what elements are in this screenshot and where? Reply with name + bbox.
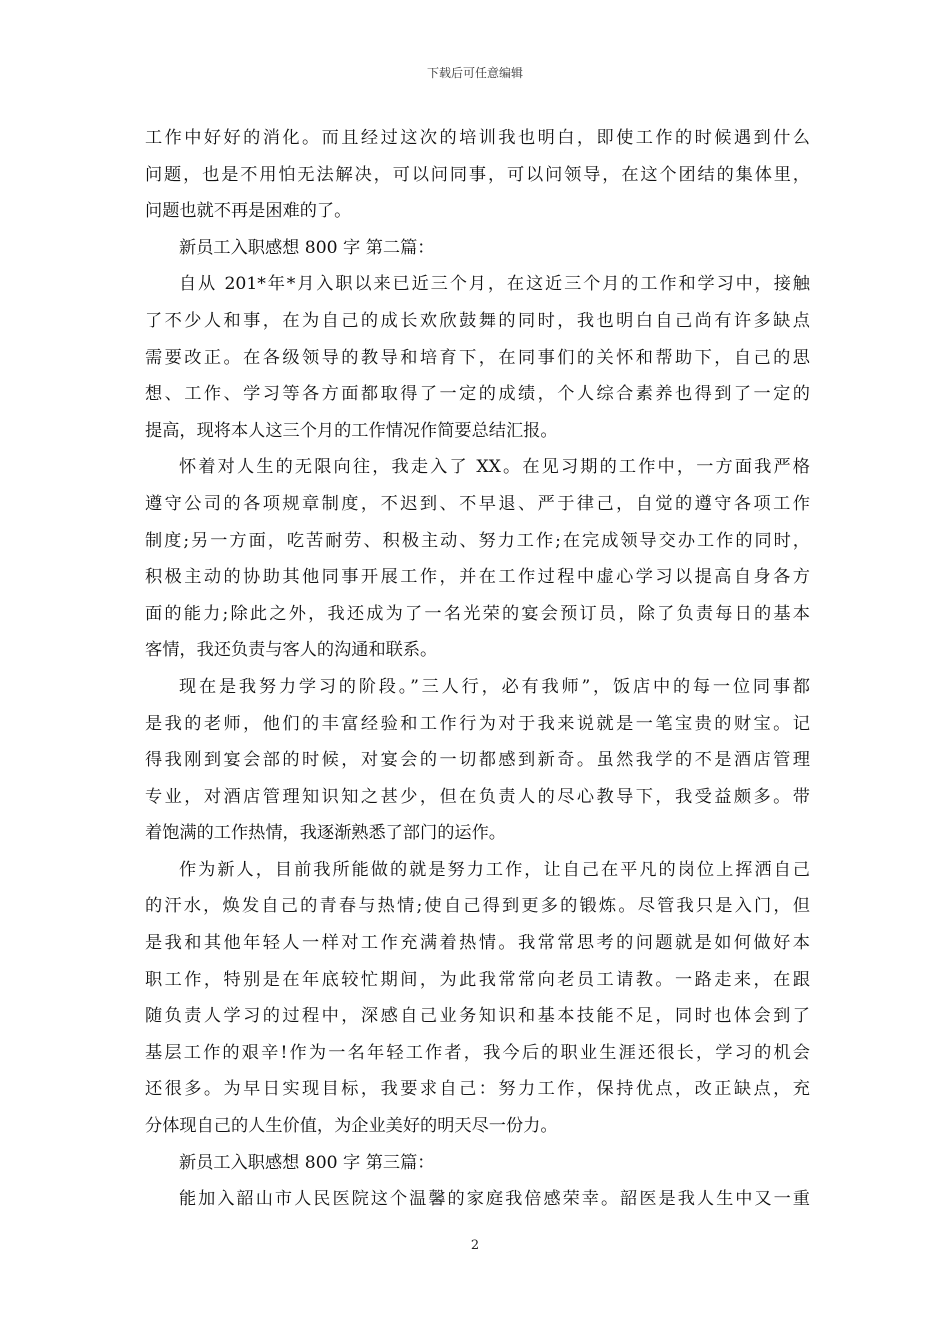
body-line: 得我刚到宴会部的时候，对宴会的一切都感到新奇。虽然我学的不是酒店管理 (145, 750, 810, 771)
paragraph-first-line: 能加入韶山市人民医院这个温馨的家庭我倍感荣幸。韶医是我人生中又一重 (179, 1189, 810, 1210)
paragraph-first-line: 现在是我努力学习的阶段。”三人行，必有我师”，饭店中的每一位同事都 (179, 676, 810, 697)
body-line: 职工作，特别是在年底较忙期间，为此我常常向老员工请教。一路走来，在跟 (145, 969, 810, 990)
body-line: 提高，现将本人这三个月的工作情况作简要总结汇报。 (145, 420, 558, 441)
paragraph-first-line: 作为新人，目前我所能做的就是努力工作，让自己在平凡的岗位上挥洒自己 (179, 859, 810, 880)
section-heading: 新员工入职感想 800 字 第二篇： (179, 237, 435, 258)
body-line: 面的能力;除此之外，我还成为了一名光荣的宴会预订员，除了负责每日的基本 (145, 603, 810, 624)
paragraph-first-line: 怀着对人生的无限向往，我走入了 XX。在见习期的工作中，一方面我严格 (179, 457, 810, 478)
body-line: 需要改正。在各级领导的教导和培育下，在同事们的关怀和帮助下，自己的思 (145, 347, 810, 368)
section-heading: 新员工入职感想 800 字 第三篇： (179, 1152, 435, 1173)
body-line: 随负责人学习的过程中，深感自己业务知识和基本技能不足，同时也体会到了 (145, 1006, 810, 1027)
page-number: 2 (470, 1238, 480, 1253)
body-line: 问题也就不再是困难的了。 (145, 201, 352, 222)
page-header: 下载后可任意编辑 (426, 66, 523, 80)
document-body (145, 120, 810, 1218)
body-line: 问题，也是不用怕无法解决，可以问同事，可以问领导，在这个团结的集体里， (145, 164, 810, 185)
body-line: 工作中好好的消化。而且经过这次的培训我也明白，即使工作的时候遇到什么 (145, 128, 810, 148)
body-line: 制度;另一方面，吃苦耐劳、积极主动、努力工作;在完成领导交办工作的同时， (145, 530, 810, 551)
body-line: 了不少人和事，在为自己的成长欢欣鼓舞的同时，我也明白自己尚有许多缺点 (145, 310, 810, 331)
body-line: 客情，我还负责与客人的沟通和联系。 (145, 640, 438, 661)
body-line: 想、工作、学习等各方面都取得了一定的成绩，个人综合素养也得到了一定的 (145, 384, 810, 405)
body-line: 的汗水，焕发自己的青春与热情;使自己得到更多的锻炼。尽管我只是入门，但 (145, 896, 810, 917)
paragraph-first-line: 自从 201*年*月入职以来已近三个月，在这近三个月的工作和学习中，接触 (179, 274, 810, 295)
body-line: 是我和其他年轻人一样对工作充满着热情。我常常思考的问题就是如何做好本 (145, 933, 810, 954)
body-line: 是我的老师，他们的丰富经验和工作行为对于我来说就是一笔宝贵的财宝。记 (145, 713, 810, 734)
body-line: 积极主动的协助其他同事开展工作，并在工作过程中虚心学习以提高自身各方 (145, 567, 810, 588)
body-line: 基层工作的艰辛!作为一名年轻工作者，我今后的职业生涯还很长，学习的机会 (145, 1042, 810, 1063)
body-line: 着饱满的工作热情，我逐渐熟悉了部门的运作。 (145, 823, 506, 844)
body-line: 遵守公司的各项规章制度，不迟到、不早退、严于律己，自觉的遵守各项工作 (145, 493, 810, 514)
body-line: 分体现自己的人生价值，为企业美好的明天尽一份力。 (145, 1116, 558, 1137)
body-line: 还很多。为早日实现目标，我要求自己：努力工作，保持优点，改正缺点，充 (145, 1079, 810, 1100)
body-line: 专业，对酒店管理知识知之甚少，但在负责人的尽心教导下，我受益颇多。带 (145, 786, 810, 807)
